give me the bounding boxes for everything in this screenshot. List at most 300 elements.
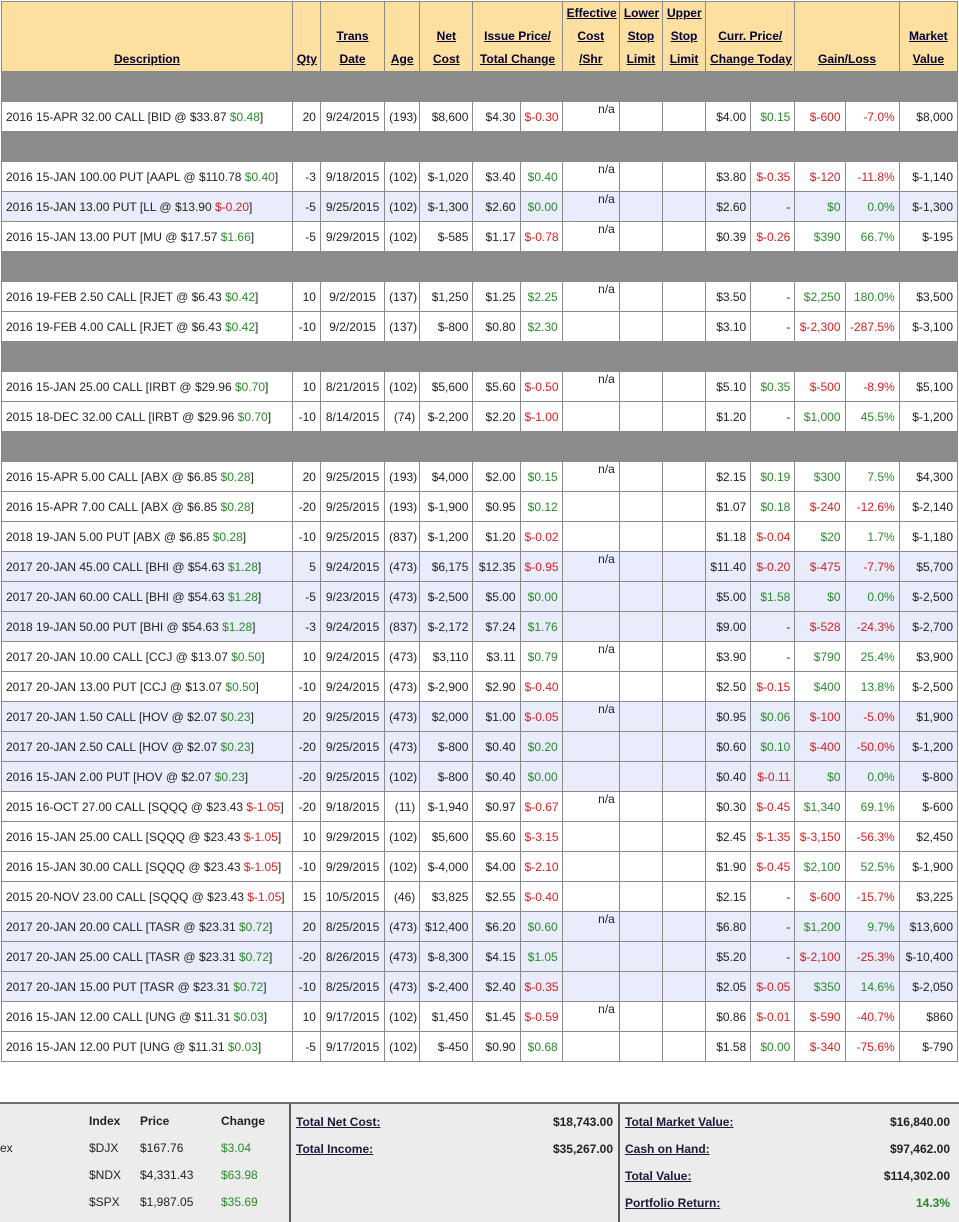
description-cell[interactable]: [2, 372, 293, 402]
market-value-cell: $-1,300: [899, 192, 957, 222]
lower-stop-cell: [619, 372, 662, 402]
total-change-cell: $-0.02: [520, 522, 562, 552]
issue-price-cell: $4.00: [473, 852, 520, 882]
col-header-description[interactable]: Description: [2, 2, 293, 72]
table-row[interactable]: [2, 852, 958, 882]
option-description: 2018 19-JAN 50.00 PUT [BHI @ $54.63: [6, 619, 223, 634]
underlying-change: $1.28: [227, 589, 258, 604]
gain-loss-cell: $-600: [795, 882, 845, 912]
option-description: 2017 20-JAN 10.00 CALL [CCJ @ $13.07: [6, 649, 232, 664]
index-name: $SPX: [89, 1195, 120, 1209]
table-row[interactable]: [2, 312, 958, 342]
issue-price-cell: $12.35: [473, 552, 520, 582]
col-header-gain-loss[interactable]: Gain/Loss: [795, 2, 899, 72]
group-separator-row: [2, 342, 958, 372]
price-header: Price: [140, 1114, 170, 1128]
description-bracket: ]: [269, 949, 273, 964]
col-header-issue-price[interactable]: Issue Price/ Total Change: [473, 2, 562, 72]
effective-cost-cell: n/a: [562, 552, 619, 582]
description-cell[interactable]: [2, 762, 293, 792]
age-cell: (137): [385, 312, 420, 342]
footer-divider: [289, 1104, 291, 1222]
description-bracket: ]: [265, 379, 269, 394]
total-change-cell: $0.15: [520, 462, 562, 492]
issue-price-cell: $0.40: [473, 762, 520, 792]
trans-date-cell: 9/2/2015: [320, 282, 384, 312]
age-cell: (473): [385, 702, 420, 732]
market-value-cell: $-195: [899, 222, 957, 252]
net-cost-cell: $-1,300: [420, 192, 473, 222]
table-row[interactable]: [2, 732, 958, 762]
market-value-cell: $1,900: [899, 702, 957, 732]
lower-stop-cell: [619, 942, 662, 972]
age-cell: (11): [385, 792, 420, 822]
trans-date-cell: 8/25/2015: [320, 972, 384, 1002]
trans-date-cell: 8/21/2015: [320, 372, 384, 402]
age-cell: (473): [385, 582, 420, 612]
option-description: 2016 15-JAN 2.00 PUT [HOV @ $2.07: [6, 769, 215, 784]
group-separator: [2, 432, 958, 462]
total-change-cell: $-0.50: [520, 372, 562, 402]
table-row[interactable]: [2, 882, 958, 912]
option-description: 2015 20-NOV 23.00 CALL [SQQQ @ $23.43: [6, 889, 248, 904]
description-cell[interactable]: [2, 192, 293, 222]
underlying-change: $1.28: [227, 559, 258, 574]
upper-stop-cell: [662, 462, 705, 492]
table-row[interactable]: [2, 792, 958, 822]
option-description: 2016 15-JAN 25.00 CALL [IRBT @ $29.96: [6, 379, 235, 394]
net-cost-cell: $5,600: [420, 372, 473, 402]
net-cost-cell: $-1,200: [420, 522, 473, 552]
issue-price-cell: $5.60: [473, 822, 520, 852]
effective-cost-cell: n/a: [562, 282, 619, 312]
description-cell[interactable]: [2, 522, 293, 552]
description-cell[interactable]: [2, 162, 293, 192]
gain-loss-cell: $-100: [795, 702, 845, 732]
total-net-cost-value: $18,743.00: [552, 1115, 613, 1129]
lower-stop-cell: [619, 102, 662, 132]
description-cell[interactable]: [2, 852, 293, 882]
total-change-cell: $-0.59: [520, 1002, 562, 1032]
table-row[interactable]: [2, 222, 958, 252]
description-cell[interactable]: [2, 702, 293, 732]
index-name: $DJX: [89, 1141, 119, 1155]
upper-stop-cell: [662, 642, 705, 672]
current-price-cell: $5.10: [706, 372, 751, 402]
gain-loss-pct-cell: -8.9%: [845, 372, 899, 402]
net-cost-cell: $-1,940: [420, 792, 473, 822]
description-bracket: ]: [277, 829, 282, 844]
gain-loss-pct-cell: -7.7%: [845, 552, 899, 582]
col-header-lower-stop[interactable]: Lower Stop Limit: [619, 2, 662, 72]
total-value-label: Total Value:: [625, 1169, 692, 1183]
current-price-cell: $5.00: [706, 582, 751, 612]
qty-cell: -10: [292, 852, 320, 882]
lower-stop-cell: [619, 492, 662, 522]
table-row[interactable]: [2, 522, 958, 552]
change-today-cell: $-0.11: [751, 762, 795, 792]
description-cell[interactable]: [2, 1032, 293, 1062]
upper-stop-cell: [662, 822, 705, 852]
description-cell[interactable]: [2, 942, 293, 972]
upper-stop-cell: [662, 942, 705, 972]
upper-stop-cell: [662, 882, 705, 912]
gain-loss-pct-cell: -24.3%: [845, 612, 899, 642]
gain-loss-cell: $-3,150: [795, 822, 845, 852]
upper-stop-cell: [662, 912, 705, 942]
issue-price-cell: $6.20: [473, 912, 520, 942]
description-bracket: ]: [250, 469, 254, 484]
gain-loss-pct-cell: -12.6%: [845, 492, 899, 522]
change-today-cell: -: [751, 612, 795, 642]
description-bracket: ]: [257, 559, 262, 574]
change-today-cell: $0.10: [751, 732, 795, 762]
option-description: 2016 19-FEB 4.00 CALL [RJET @ $6.43: [6, 319, 225, 334]
effective-cost-cell: [562, 822, 619, 852]
col-header-upper-stop[interactable]: Upper Stop Limit: [662, 2, 705, 72]
qty-cell: -20: [292, 492, 320, 522]
footer-divider: [618, 1104, 620, 1222]
qty-cell: 10: [292, 282, 320, 312]
current-price-cell: $0.40: [706, 762, 751, 792]
portfolio-return-label: Portfolio Return:: [625, 1196, 721, 1210]
description-cell[interactable]: [2, 882, 293, 912]
qty-cell: -3: [292, 612, 320, 642]
market-value-cell: $-1,180: [899, 522, 957, 552]
current-price-cell: $1.58: [706, 1032, 751, 1062]
qty-cell: -20: [292, 762, 320, 792]
gain-loss-pct-cell: 0.0%: [845, 192, 899, 222]
lower-stop-cell: [619, 732, 662, 762]
market-value-cell: $8,000: [899, 102, 957, 132]
effective-cost-cell: [562, 942, 619, 972]
option-description: 2017 20-JAN 60.00 CALL [BHI @ $54.63: [6, 589, 228, 604]
gain-loss-cell: $350: [795, 972, 845, 1002]
option-description: 2015 16-OCT 27.00 CALL [SQQQ @ $23.43: [6, 799, 247, 814]
description-cell[interactable]: [2, 642, 293, 672]
trans-date-cell: 9/29/2015: [320, 822, 384, 852]
change-today-cell: $0.00: [751, 1032, 795, 1062]
effective-cost-cell: n/a: [562, 1002, 619, 1032]
underlying-change: $-1.05: [246, 799, 281, 814]
option-description: 2016 15-JAN 12.00 CALL [UNG @ $11.31: [6, 1009, 234, 1024]
total-change-cell: $-1.00: [520, 402, 562, 432]
gain-loss-pct-cell: -56.3%: [845, 822, 899, 852]
gain-loss-pct-cell: 14.6%: [845, 972, 899, 1002]
qty-cell: 10: [292, 822, 320, 852]
lower-stop-cell: [619, 312, 662, 342]
description-cell[interactable]: [2, 612, 293, 642]
issue-price-cell: $2.90: [473, 672, 520, 702]
issue-price-cell: $5.60: [473, 372, 520, 402]
upper-stop-cell: [662, 1002, 705, 1032]
qty-cell: 20: [292, 102, 320, 132]
description-cell[interactable]: [2, 402, 293, 432]
underlying-change: $0.50: [231, 649, 262, 664]
total-change-cell: $0.00: [520, 192, 562, 222]
issue-price-cell: $2.00: [473, 462, 520, 492]
description-cell[interactable]: [2, 792, 293, 822]
effective-cost-cell: [562, 582, 619, 612]
col-header-market-value[interactable]: Market Value: [899, 2, 957, 72]
table-row[interactable]: [2, 102, 958, 132]
age-cell: (473): [385, 912, 420, 942]
qty-cell: -20: [292, 792, 320, 822]
underlying-change: $0.72: [238, 919, 270, 934]
description-cell[interactable]: [2, 282, 293, 312]
table-row[interactable]: [2, 762, 958, 792]
upper-stop-cell: [662, 852, 705, 882]
net-cost-cell: $-2,172: [420, 612, 473, 642]
current-price-cell: $1.18: [706, 522, 751, 552]
description-cell[interactable]: [2, 222, 293, 252]
table-row[interactable]: [2, 192, 958, 222]
total-income-value: $35,267.00: [552, 1142, 613, 1156]
description-cell[interactable]: [2, 822, 293, 852]
qty-cell: 15: [292, 882, 320, 912]
change-header: Change: [221, 1114, 266, 1128]
market-value-cell: $-2,700: [899, 612, 957, 642]
group-separator: [2, 252, 958, 282]
table-row[interactable]: [2, 822, 958, 852]
net-cost-cell: $-585: [420, 222, 473, 252]
age-cell: (74): [385, 402, 420, 432]
lower-stop-cell: [619, 792, 662, 822]
gain-loss-pct-cell: -75.6%: [845, 1032, 899, 1062]
net-cost-cell: $-4,000: [420, 852, 473, 882]
age-cell: (473): [385, 642, 420, 672]
description-cell[interactable]: [2, 102, 293, 132]
gain-loss-pct-cell: 45.5%: [845, 402, 899, 432]
table-row[interactable]: [2, 492, 958, 522]
description-cell[interactable]: [2, 582, 293, 612]
upper-stop-cell: [662, 552, 705, 582]
total-change-cell: $-0.78: [520, 222, 562, 252]
option-description: 2015 18-DEC 32.00 CALL [IRBT @ $29.96: [6, 409, 238, 424]
table-row[interactable]: [2, 702, 958, 732]
total-change-cell: $2.30: [520, 312, 562, 342]
option-description: 2017 20-JAN 45.00 CALL [BHI @ $54.63: [6, 559, 228, 574]
net-cost-cell: $-800: [420, 732, 473, 762]
upper-stop-cell: [662, 162, 705, 192]
total-change-cell: $1.05: [520, 942, 562, 972]
description-cell[interactable]: [2, 672, 293, 702]
total-change-cell: $-0.67: [520, 792, 562, 822]
table-row[interactable]: [2, 612, 958, 642]
option-description: 2016 15-APR 7.00 CALL [ABX @ $6.85: [6, 499, 221, 514]
total-change-cell: $-2.10: [520, 852, 562, 882]
table-row[interactable]: [2, 942, 958, 972]
age-cell: (102): [385, 192, 420, 222]
gain-loss-cell: $790: [795, 642, 845, 672]
gain-loss-cell: $-590: [795, 1002, 845, 1032]
table-row[interactable]: [2, 372, 958, 402]
market-value-cell: $-2,500: [899, 582, 957, 612]
col-header-trans-date[interactable]: Trans Date: [320, 2, 384, 72]
net-cost-cell: $-800: [420, 312, 473, 342]
change-today-cell: $0.06: [751, 702, 795, 732]
qty-cell: -10: [292, 522, 320, 552]
effective-cost-cell: n/a: [562, 102, 619, 132]
header-row: [2, 2, 958, 72]
issue-price-cell: $2.20: [473, 402, 520, 432]
age-cell: (473): [385, 672, 420, 702]
market-value-cell: $-2,500: [899, 672, 957, 702]
effective-cost-cell: [562, 732, 619, 762]
gain-loss-pct-cell: -287.5%: [845, 312, 899, 342]
net-cost-cell: $3,110: [420, 642, 473, 672]
description-cell[interactable]: [2, 972, 293, 1002]
change-today-cell: $-1.35: [751, 822, 795, 852]
total-change-cell: $2.25: [520, 282, 562, 312]
upper-stop-cell: [662, 372, 705, 402]
table-row[interactable]: [2, 462, 958, 492]
total-change-cell: $-0.05: [520, 702, 562, 732]
underlying-change: $-0.20: [214, 199, 250, 214]
qty-cell: 20: [292, 462, 320, 492]
underlying-change: $-1.05: [247, 889, 282, 904]
current-price-cell: $9.00: [706, 612, 751, 642]
qty-cell: -3: [292, 162, 320, 192]
net-cost-cell: $2,000: [420, 702, 473, 732]
underlying-change: $0.72: [233, 979, 264, 994]
current-price-cell: $2.05: [706, 972, 751, 1002]
total-change-cell: $-0.35: [520, 972, 562, 1002]
table-row[interactable]: [2, 972, 958, 1002]
change-today-cell: -: [751, 192, 795, 222]
cutoff-label: ex: [0, 1141, 13, 1155]
current-price-cell: $2.15: [706, 462, 751, 492]
col-header-current-price[interactable]: Curr. Price/ Change Today: [706, 2, 795, 72]
upper-stop-cell: [662, 762, 705, 792]
upper-stop-cell: [662, 402, 705, 432]
option-description: 2017 20-JAN 15.00 PUT [TASR @ $23.31: [6, 979, 234, 994]
col-header-net-cost[interactable]: Net Cost: [420, 2, 473, 72]
lower-stop-cell: [619, 612, 662, 642]
qty-cell: -5: [292, 192, 320, 222]
net-cost-cell: $6,175: [420, 552, 473, 582]
effective-cost-cell: n/a: [562, 642, 619, 672]
underlying-change: $0.72: [238, 949, 270, 964]
underlying-change: $0.28: [220, 499, 251, 514]
gain-loss-cell: $1,000: [795, 402, 845, 432]
change-today-cell: $-0.04: [751, 522, 795, 552]
underlying-change: $-1.05: [243, 829, 278, 844]
description-bracket: ]: [242, 529, 247, 544]
total-change-cell: $-3.15: [520, 822, 562, 852]
index-change: $35.69: [221, 1195, 258, 1209]
table-row[interactable]: [2, 552, 958, 582]
option-description: 2016 15-JAN 25.00 CALL [SQQQ @ $23.43: [6, 829, 244, 844]
description-bracket: ]: [250, 229, 255, 244]
description-cell[interactable]: [2, 492, 293, 522]
upper-stop-cell: [662, 702, 705, 732]
table-row[interactable]: [2, 1002, 958, 1032]
description-cell[interactable]: [2, 552, 293, 582]
option-description: 2017 20-JAN 20.00 CALL [TASR @ $23.31: [6, 919, 239, 934]
col-header-effective-cost[interactable]: Effective Cost /Shr: [562, 2, 619, 72]
current-price-cell: $2.15: [706, 882, 751, 912]
description-bracket: ]: [277, 859, 282, 874]
issue-price-cell: $1.17: [473, 222, 520, 252]
description-cell[interactable]: [2, 1002, 293, 1032]
issue-price-cell: $4.15: [473, 942, 520, 972]
lower-stop-cell: [619, 582, 662, 612]
total-change-cell: $-0.40: [520, 882, 562, 912]
description-cell[interactable]: [2, 312, 293, 342]
index-price: $167.76: [140, 1141, 184, 1155]
underlying-change: $0.23: [214, 769, 245, 784]
net-cost-cell: $1,450: [420, 1002, 473, 1032]
effective-cost-cell: n/a: [562, 462, 619, 492]
table-row[interactable]: [2, 282, 958, 312]
table-row[interactable]: [2, 162, 958, 192]
change-today-cell: $0.15: [751, 102, 795, 132]
change-today-cell: $-0.45: [751, 792, 795, 822]
current-price-cell: $0.95: [706, 702, 751, 732]
table-row[interactable]: [2, 1032, 958, 1062]
current-price-cell: $11.40: [706, 552, 751, 582]
qty-cell: 20: [292, 702, 320, 732]
underlying-change: $0.23: [220, 739, 251, 754]
change-today-cell: $0.19: [751, 462, 795, 492]
age-cell: (102): [385, 162, 420, 192]
col-header-age[interactable]: Age: [385, 2, 420, 72]
table-row[interactable]: [2, 582, 958, 612]
issue-price-cell: $0.95: [473, 492, 520, 522]
gain-loss-cell: $-2,100: [795, 942, 845, 972]
underlying-change: $0.28: [220, 469, 251, 484]
option-description: 2017 20-JAN 2.50 CALL [HOV @ $2.07: [6, 739, 221, 754]
table-row[interactable]: [2, 672, 958, 702]
net-cost-cell: $-2,200: [420, 402, 473, 432]
gain-loss-cell: $-120: [795, 162, 845, 192]
effective-cost-cell: [562, 852, 619, 882]
gain-loss-pct-cell: 25.4%: [845, 642, 899, 672]
underlying-change: $0.50: [225, 679, 256, 694]
table-row[interactable]: [2, 912, 958, 942]
lower-stop-cell: [619, 672, 662, 702]
table-row[interactable]: [2, 402, 958, 432]
trans-date-cell: 10/5/2015: [320, 882, 384, 912]
description-bracket: ]: [257, 1039, 262, 1054]
gain-loss-cell: $-600: [795, 102, 845, 132]
description-bracket: ]: [269, 919, 273, 934]
group-separator: [2, 132, 958, 162]
lower-stop-cell: [619, 702, 662, 732]
gain-loss-pct-cell: -5.0%: [845, 702, 899, 732]
col-header-qty[interactable]: Qty: [292, 2, 320, 72]
issue-price-cell: $2.40: [473, 972, 520, 1002]
current-price-cell: $3.90: [706, 642, 751, 672]
option-description: 2016 15-JAN 13.00 PUT [MU @ $17.57: [6, 229, 221, 244]
effective-cost-cell: n/a: [562, 162, 619, 192]
description-cell[interactable]: [2, 462, 293, 492]
table-row[interactable]: [2, 642, 958, 672]
market-value-cell: $-1,200: [899, 402, 957, 432]
gain-loss-pct-cell: -7.0%: [845, 102, 899, 132]
change-today-cell: $-0.45: [751, 852, 795, 882]
description-cell[interactable]: [2, 732, 293, 762]
underlying-change: $0.42: [224, 319, 256, 334]
gain-loss-cell: $2,100: [795, 852, 845, 882]
current-price-cell: $0.60: [706, 732, 751, 762]
description-cell[interactable]: [2, 912, 293, 942]
trans-date-cell: 9/23/2015: [320, 582, 384, 612]
total-market-value-label: Total Market Value:: [625, 1115, 734, 1129]
age-cell: (837): [385, 522, 420, 552]
upper-stop-cell: [662, 732, 705, 762]
